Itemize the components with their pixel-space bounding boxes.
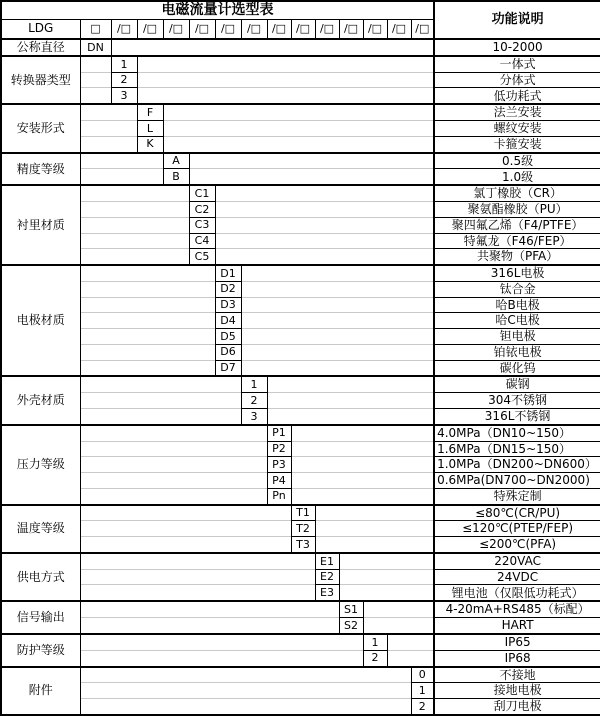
table-row	[1, 441, 600, 457]
code-slot-cell: /□	[189, 19, 215, 39]
empty-cell	[80, 249, 189, 265]
code-cell: T2	[291, 521, 315, 537]
description-cell: ≤200℃(PFA)	[434, 537, 600, 553]
empty-cell	[163, 121, 434, 137]
table-row	[1, 136, 600, 152]
table-row	[1, 104, 600, 120]
empty-cell	[80, 618, 339, 634]
code-cell: 2	[363, 650, 387, 666]
code-cell: T3	[291, 537, 315, 553]
empty-cell	[80, 153, 163, 169]
table-row	[1, 553, 600, 569]
table-row	[1, 281, 600, 297]
empty-cell	[80, 537, 291, 553]
empty-cell	[241, 344, 434, 360]
empty-cell	[315, 537, 434, 553]
description-cell: HART	[434, 618, 600, 634]
group-label: 附件	[1, 667, 80, 715]
empty-cell	[80, 202, 189, 218]
code-cell: C4	[189, 233, 215, 249]
code-cell: D4	[215, 313, 241, 329]
description-cell: 低功耗式	[434, 88, 600, 104]
description-cell: 220VAC	[434, 553, 600, 569]
description-cell: 螺纹安装	[434, 121, 600, 137]
code-cell: 1	[111, 56, 137, 72]
table-title: 电磁流量计选型表	[1, 1, 434, 19]
description-cell: IP68	[434, 650, 600, 666]
description-cell: 特氟龙（F46/FEP）	[434, 233, 600, 249]
description-cell: 不接地	[434, 667, 600, 683]
empty-cell	[363, 601, 434, 617]
description-cell: 特殊定制	[434, 488, 600, 504]
empty-cell	[137, 88, 434, 104]
empty-cell	[80, 699, 411, 715]
empty-cell	[80, 281, 215, 297]
empty-cell	[80, 585, 315, 601]
empty-cell	[267, 408, 434, 424]
function-column-header: 功能说明	[434, 1, 600, 39]
description-cell: 316L不锈钢	[434, 408, 600, 424]
code-slot-cell: /□	[291, 19, 315, 39]
code-slot-cell: /□	[363, 19, 387, 39]
group-label: 精度等级	[1, 153, 80, 186]
code-cell: D3	[215, 297, 241, 313]
code-cell: 2	[411, 699, 434, 715]
group-label: 公称直径	[1, 39, 80, 56]
code-cell: B	[163, 169, 189, 185]
description-cell: 1.6MPa（DN15~150）	[434, 441, 600, 457]
code-cell: D2	[215, 281, 241, 297]
code-slot-cell: /□	[315, 19, 339, 39]
empty-cell	[80, 121, 137, 137]
empty-cell	[339, 553, 434, 569]
group-label: 压力等级	[1, 425, 80, 505]
description-cell: 1.0MPa（DN200~DN600）	[434, 457, 600, 473]
empty-cell	[80, 344, 215, 360]
empty-cell	[80, 217, 189, 233]
code-cell: 2	[111, 72, 137, 88]
description-cell: 接地电极	[434, 683, 600, 699]
empty-cell	[80, 425, 267, 441]
table-row	[1, 569, 600, 585]
group-label: 供电方式	[1, 553, 80, 601]
table-row	[1, 72, 600, 88]
code-cell: P3	[267, 457, 291, 473]
empty-cell	[137, 56, 434, 72]
table-row	[1, 313, 600, 329]
empty-cell	[315, 505, 434, 521]
code-cell: Pn	[267, 488, 291, 504]
empty-cell	[241, 329, 434, 345]
empty-cell	[80, 329, 215, 345]
description-cell: 304不锈钢	[434, 393, 600, 409]
description-cell: 共聚物（PFA）	[434, 249, 600, 265]
code-slot-cell: /□	[411, 19, 434, 39]
table-row	[1, 650, 600, 666]
empty-cell	[267, 393, 434, 409]
table-row	[1, 233, 600, 249]
group-label: 外壳材质	[1, 376, 80, 424]
empty-cell	[80, 56, 111, 72]
table-row	[1, 699, 600, 715]
empty-cell	[80, 88, 111, 104]
code-cell: E1	[315, 553, 339, 569]
code-cell: 1	[363, 634, 387, 650]
table-row	[1, 488, 600, 504]
code-cell: D5	[215, 329, 241, 345]
description-cell: 氯丁橡胶（CR）	[434, 185, 600, 201]
empty-cell	[80, 473, 267, 489]
empty-cell	[80, 457, 267, 473]
empty-cell	[80, 72, 111, 88]
empty-cell	[291, 441, 434, 457]
description-cell: 1.0级	[434, 169, 600, 185]
code-slot-cell: /□	[339, 19, 363, 39]
description-cell: 哈C电极	[434, 313, 600, 329]
description-cell: 碳钢	[434, 376, 600, 392]
code-cell: C2	[189, 202, 215, 218]
code-cell: P4	[267, 473, 291, 489]
empty-cell	[80, 505, 291, 521]
empty-cell	[241, 313, 434, 329]
code-cell: L	[137, 121, 163, 137]
description-cell: 4.0MPa（DN10~150）	[434, 425, 600, 441]
empty-cell	[267, 376, 434, 392]
table-row	[1, 56, 600, 72]
code-cell: 1	[411, 683, 434, 699]
code-cell: 1	[241, 376, 267, 392]
empty-cell	[241, 281, 434, 297]
empty-cell	[363, 618, 434, 634]
description-cell: 碳化钨	[434, 360, 600, 376]
empty-cell	[215, 202, 434, 218]
table-row	[1, 297, 600, 313]
empty-cell	[291, 488, 434, 504]
description-cell: ≤80℃(CR/PU)	[434, 505, 600, 521]
table-row	[1, 169, 600, 185]
empty-cell	[80, 634, 363, 650]
table-row	[1, 667, 600, 683]
description-cell: IP65	[434, 634, 600, 650]
code-cell: C5	[189, 249, 215, 265]
table-row	[1, 153, 600, 169]
empty-cell	[80, 393, 241, 409]
empty-cell	[241, 265, 434, 281]
table-row	[1, 376, 600, 392]
table-row	[1, 185, 600, 201]
code-cell: 0	[411, 667, 434, 683]
empty-cell	[163, 136, 434, 152]
empty-cell	[80, 553, 315, 569]
group-label: 安装形式	[1, 104, 80, 152]
code-cell: C3	[189, 217, 215, 233]
empty-cell	[215, 233, 434, 249]
group-label: 防护等级	[1, 634, 80, 667]
code-cell: F	[137, 104, 163, 120]
group-label: 温度等级	[1, 505, 80, 553]
title-row	[1, 1, 600, 19]
table-row	[1, 88, 600, 104]
empty-cell	[387, 634, 434, 650]
code-cell: P1	[267, 425, 291, 441]
description-cell: 10-2000	[434, 39, 600, 56]
description-cell: 0.5级	[434, 153, 600, 169]
empty-cell	[189, 169, 434, 185]
empty-cell	[80, 185, 189, 201]
code-cell: 3	[241, 408, 267, 424]
empty-cell	[80, 360, 215, 376]
empty-cell	[215, 249, 434, 265]
description-cell: 刮刀电极	[434, 699, 600, 715]
empty-cell	[315, 521, 434, 537]
code-cell: E2	[315, 569, 339, 585]
empty-cell	[291, 425, 434, 441]
code-cell: DN	[80, 39, 111, 56]
code-cell: S1	[339, 601, 363, 617]
code-cell: D6	[215, 344, 241, 360]
empty-cell	[80, 408, 241, 424]
empty-cell	[339, 569, 434, 585]
empty-cell	[215, 185, 434, 201]
code-slot-cell: /□	[111, 19, 137, 39]
code-slot-cell: /□	[241, 19, 267, 39]
table-row	[1, 601, 600, 617]
group-label: 转换器类型	[1, 56, 80, 104]
empty-cell	[339, 585, 434, 601]
description-cell: 24VDC	[434, 569, 600, 585]
code-cell: D7	[215, 360, 241, 376]
code-slot-cell: /□	[215, 19, 241, 39]
description-cell: 316L电极	[434, 265, 600, 281]
description-cell: 聚四氟乙烯（F4/PTFE）	[434, 217, 600, 233]
description-cell: 0.6MPa(DN700~DN2000)	[434, 473, 600, 489]
description-cell: 哈B电极	[434, 297, 600, 313]
empty-cell	[189, 153, 434, 169]
table-row	[1, 408, 600, 424]
model-prefix: LDG	[1, 19, 80, 39]
empty-cell	[80, 488, 267, 504]
empty-cell	[387, 650, 434, 666]
table-row	[1, 39, 600, 56]
table-row	[1, 265, 600, 281]
code-slot-cell: /□	[267, 19, 291, 39]
table-row	[1, 393, 600, 409]
empty-cell	[80, 521, 291, 537]
table-row	[1, 537, 600, 553]
code-slot-cell: /□	[163, 19, 189, 39]
empty-cell	[80, 104, 137, 120]
group-label: 电极材质	[1, 265, 80, 376]
description-cell: 分体式	[434, 72, 600, 88]
description-cell: 钽电极	[434, 329, 600, 345]
empty-cell	[111, 39, 434, 56]
description-cell: 铂铱电极	[434, 344, 600, 360]
description-cell: 法兰安装	[434, 104, 600, 120]
table-row	[1, 360, 600, 376]
code-cell: E3	[315, 585, 339, 601]
description-cell: 一体式	[434, 56, 600, 72]
code-cell: K	[137, 136, 163, 152]
table-row	[1, 683, 600, 699]
code-cell: P2	[267, 441, 291, 457]
group-label: 衬里材质	[1, 185, 80, 265]
code-cell: 3	[111, 88, 137, 104]
code-slot-cell: /□	[387, 19, 411, 39]
empty-cell	[80, 136, 137, 152]
code-cell: C1	[189, 185, 215, 201]
empty-cell	[215, 217, 434, 233]
table-row	[1, 457, 600, 473]
table-row	[1, 473, 600, 489]
table-row	[1, 329, 600, 345]
table-row	[1, 344, 600, 360]
empty-cell	[80, 441, 267, 457]
empty-cell	[80, 569, 315, 585]
empty-cell	[80, 650, 363, 666]
code-cell: T1	[291, 505, 315, 521]
table-row	[1, 202, 600, 218]
empty-cell	[80, 376, 241, 392]
table-row	[1, 249, 600, 265]
empty-cell	[80, 313, 215, 329]
table-row	[1, 634, 600, 650]
code-cell: D1	[215, 265, 241, 281]
empty-cell	[80, 233, 189, 249]
code-box-cell: □	[80, 19, 111, 39]
empty-cell	[80, 265, 215, 281]
empty-cell	[80, 297, 215, 313]
table-row	[1, 521, 600, 537]
table-row	[1, 585, 600, 601]
empty-cell	[80, 601, 339, 617]
table-row	[1, 425, 600, 441]
empty-cell	[80, 667, 411, 683]
code-cell: 2	[241, 393, 267, 409]
description-cell: 锂电池（仅限低功耗式）	[434, 585, 600, 601]
empty-cell	[137, 72, 434, 88]
description-cell: ≤120℃(PTEP/FEP)	[434, 521, 600, 537]
table-row	[1, 121, 600, 137]
group-label: 信号输出	[1, 601, 80, 634]
empty-cell	[241, 297, 434, 313]
empty-cell	[163, 104, 434, 120]
description-cell: 钛合金	[434, 281, 600, 297]
table-row	[1, 505, 600, 521]
empty-cell	[80, 683, 411, 699]
empty-cell	[291, 473, 434, 489]
table-row	[1, 217, 600, 233]
table-row	[1, 618, 600, 634]
empty-cell	[241, 360, 434, 376]
description-cell: 4-20mA+RS485（标配）	[434, 601, 600, 617]
code-slot-cell: /□	[137, 19, 163, 39]
description-cell: 聚氨酯橡胶（PU）	[434, 202, 600, 218]
code-cell: S2	[339, 618, 363, 634]
description-cell: 卡箍安装	[434, 136, 600, 152]
empty-cell	[291, 457, 434, 473]
code-cell: A	[163, 153, 189, 169]
empty-cell	[80, 169, 163, 185]
